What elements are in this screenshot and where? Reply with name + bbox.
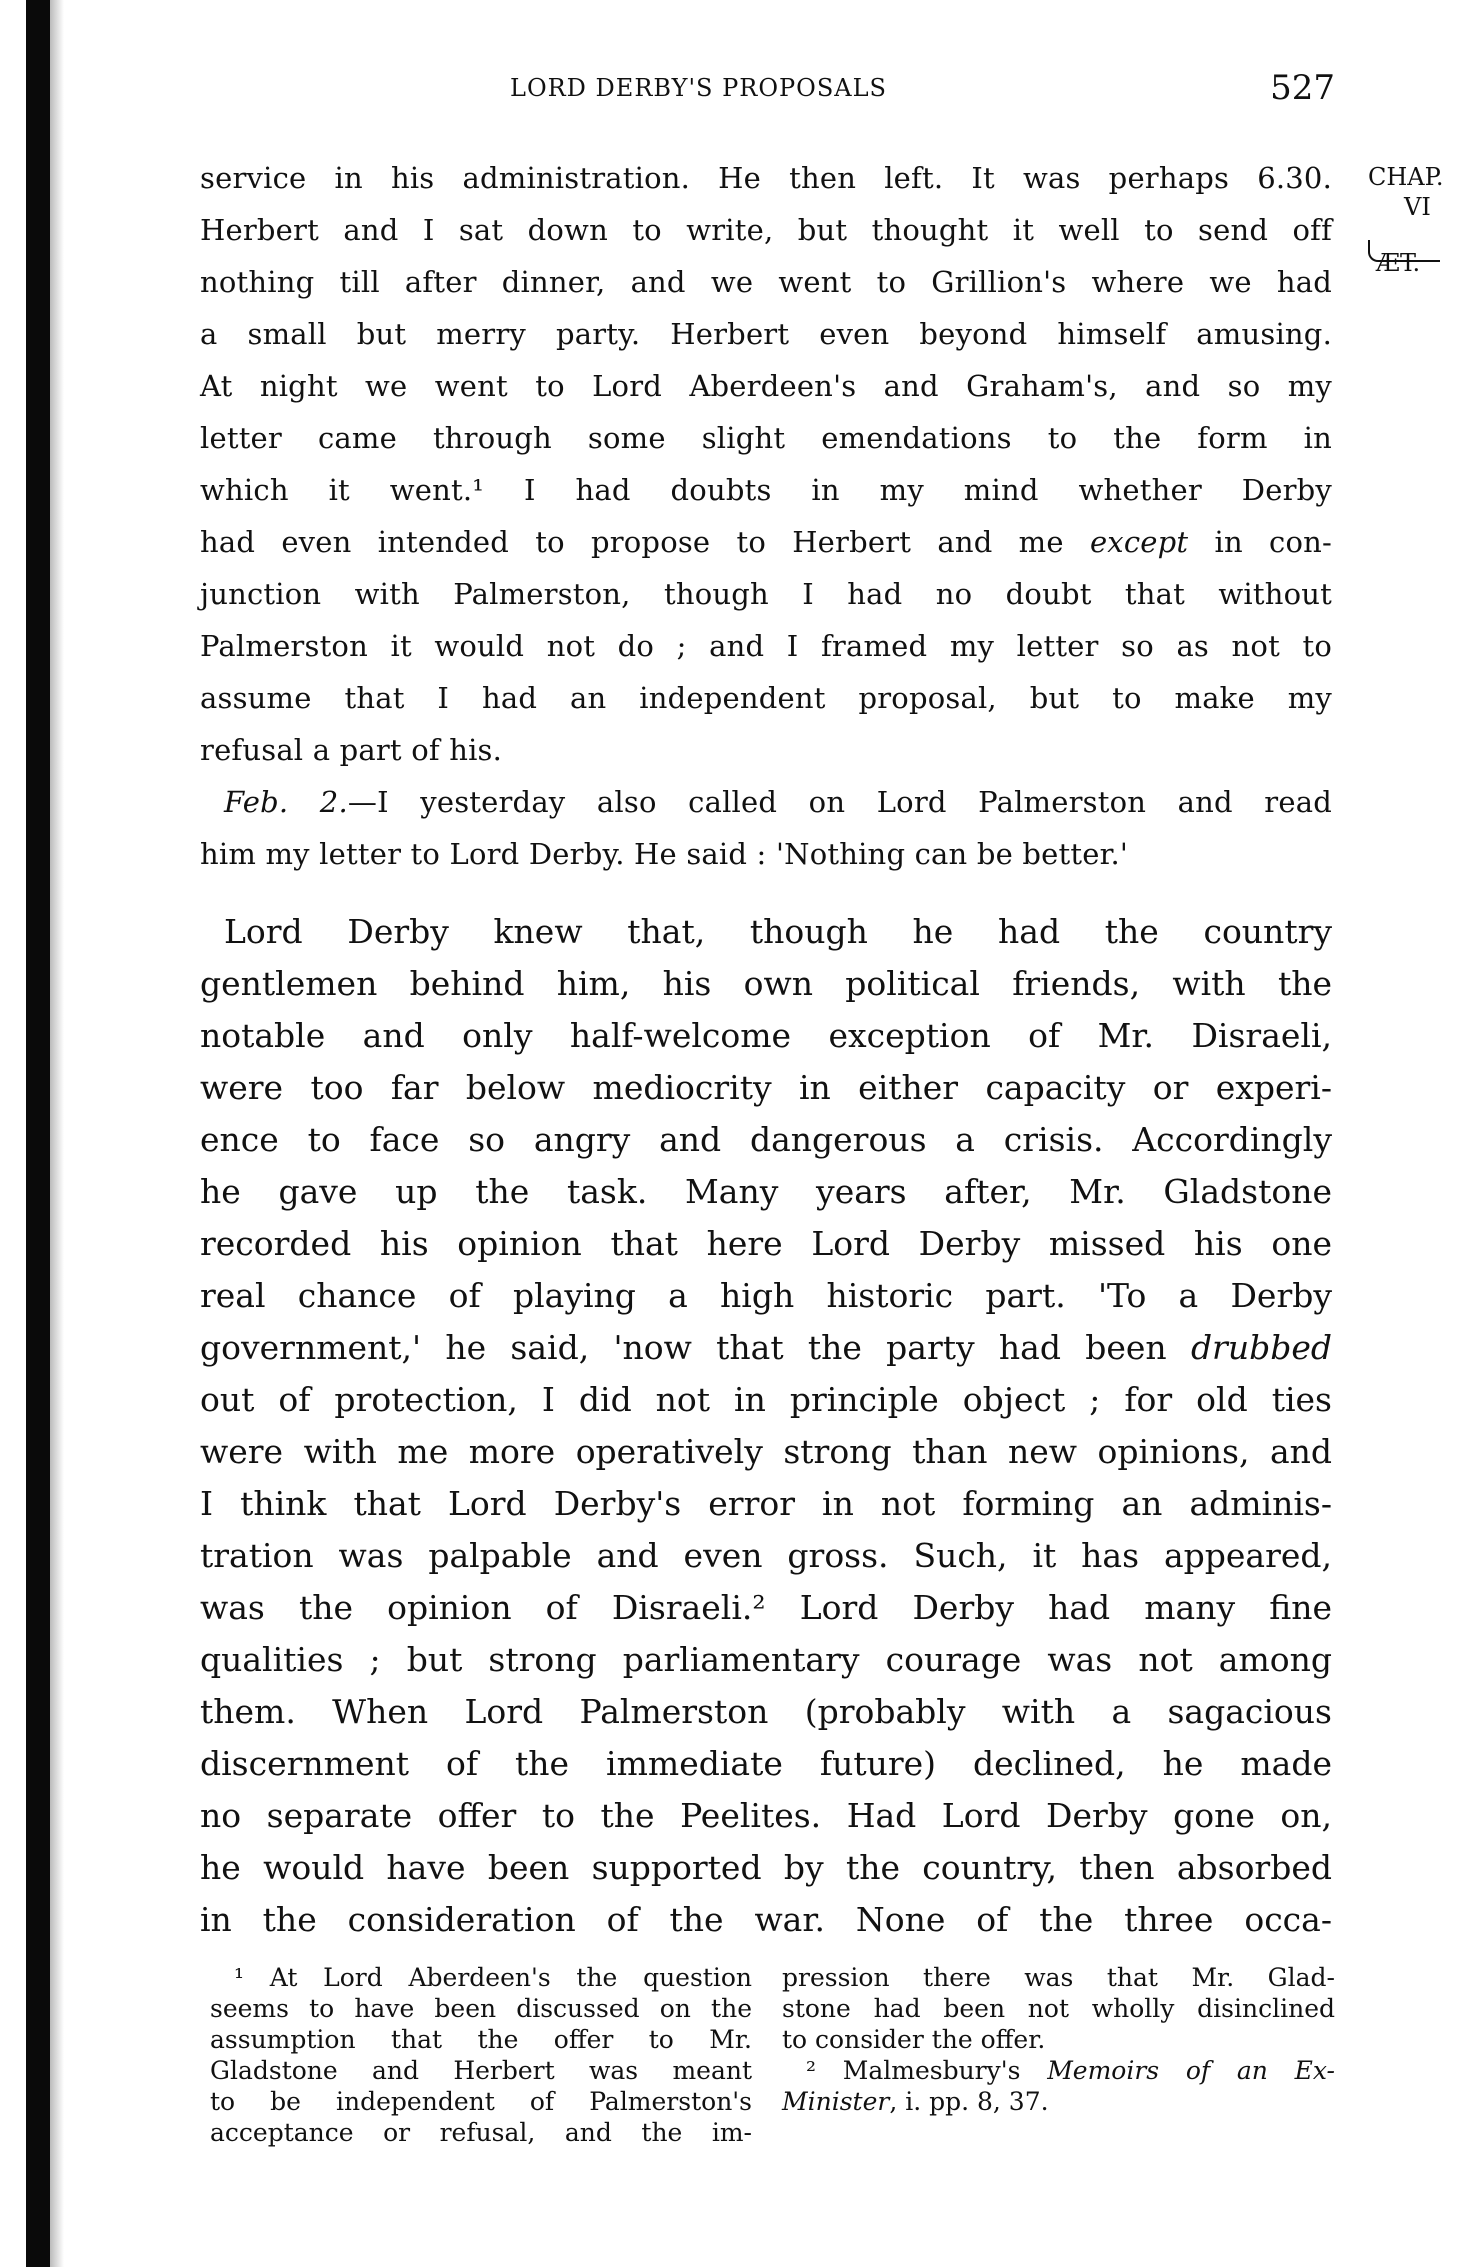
text-line: Gladstone and Herbert was meant <box>210 2056 752 2085</box>
text-line: refusal a part of his. <box>200 733 503 767</box>
text-line: to be independent of Palmerston's <box>210 2087 752 2116</box>
text-line: Palmerston it would not do ; and I framed my letter so as not to <box>200 629 1332 663</box>
text-line: qualities ; but strong parliamentary courage was not among <box>200 1640 1332 1679</box>
footnote-column-1 <box>210 1962 752 2148</box>
text-line: acceptance or refusal, and the im- <box>210 2118 752 2147</box>
text-line: assume that I had an independent proposal, but to make my <box>200 681 1332 715</box>
book-spine-shadow <box>26 0 50 2267</box>
body-text <box>200 906 1332 1946</box>
margin-brace <box>1368 240 1440 262</box>
page-header <box>200 68 1335 108</box>
running-title: LORD DERBY'S PROPOSALS <box>510 74 887 102</box>
page-gutter <box>50 0 64 2267</box>
text-line: nothing till after dinner, and we went to Grillion's where we had <box>200 265 1332 299</box>
text-line: Herbert and I sat down to write, but thought it well to send off <box>200 213 1332 247</box>
text-line: had even intended to propose to Herbert and me except in con- <box>200 525 1332 559</box>
text-line: ence to face so angry and dangerous a crisis. Accordingly <box>200 1120 1332 1159</box>
text-line: was the opinion of Disraeli.² Lord Derby had many fine <box>200 1588 1332 1627</box>
text-line: were with me more operatively strong than new opinions, and <box>200 1432 1332 1471</box>
text-line: him my letter to Lord Derby. He said : 'Nothing can be better.' <box>200 837 1129 871</box>
text-line: I think that Lord Derby's error in not forming an adminis- <box>200 1484 1332 1523</box>
text-line: out of protection, I did not in principle object ; for old ties <box>200 1380 1332 1419</box>
text-line: he gave up the task. Many years after, Mr. Gladstone <box>200 1172 1332 1211</box>
text-line: ¹ At Lord Aberdeen's the question <box>234 1963 752 1992</box>
text-line: Lord Derby knew that, though he had the country <box>224 912 1332 951</box>
text-line: seems to have been discussed on the <box>210 1994 752 2023</box>
chapter-number: VI <box>1404 193 1431 221</box>
text-line: junction with Palmerston, though I had no doubt that without <box>200 577 1332 611</box>
text-line: notable and only half-welcome exception of Mr. Disraeli, <box>200 1016 1332 1055</box>
text-line: Feb. 2.—I yesterday also called on Lord Palmerston and read <box>224 785 1332 819</box>
text-line: in the consideration of the war. None of the three occa- <box>200 1900 1332 1939</box>
footnote-column-2 <box>782 1962 1335 2117</box>
text-line: he would have been supported by the country, then absorbed <box>200 1848 1332 1887</box>
text-line: government,' he said, 'now that the party had been drubbed <box>200 1328 1332 1367</box>
text-line: At night we went to Lord Aberdeen's and Graham's, and so my <box>200 369 1332 403</box>
letter-excerpt <box>200 152 1332 880</box>
text-line: gentlemen behind him, his own political friends, with the <box>200 964 1332 1003</box>
text-line: no separate offer to the Peelites. Had Lord Derby gone on, <box>200 1796 1332 1835</box>
text-line: them. When Lord Palmerston (probably with a sagacious <box>200 1692 1332 1731</box>
text-line: letter came through some slight emendations to the form in <box>200 421 1332 455</box>
text-line: assumption that the offer to Mr. <box>210 2025 752 2054</box>
text-line: stone had been not wholly disinclined <box>782 1994 1335 2023</box>
age-label: ÆT. <box>1376 249 1421 277</box>
chapter-label: CHAP. <box>1368 163 1444 191</box>
text-line: Minister, i. pp. 8, 37. <box>782 2087 1049 2116</box>
text-line: tration was palpable and even gross. Such, it has appeared, <box>200 1536 1332 1575</box>
text-line: were too far below mediocrity in either capacity or experi- <box>200 1068 1332 1107</box>
text-line: which it went.¹ I had doubts in my mind whether Derby <box>200 473 1332 507</box>
text-line: real chance of playing a high historic part. 'To a Derby <box>200 1276 1332 1315</box>
page-number: 527 <box>1270 68 1335 108</box>
text-line: to consider the offer. <box>782 2025 1046 2054</box>
text-line: service in his administration. He then left. It was perhaps 6.30. <box>200 161 1332 195</box>
text-line: pression there was that Mr. Glad- <box>782 1963 1335 1992</box>
text-line: a small but merry party. Herbert even beyond himself amusing. <box>200 317 1332 351</box>
text-line: ² Malmesbury's Memoirs of an Ex- <box>806 2056 1335 2085</box>
text-line: discernment of the immediate future) declined, he made <box>200 1744 1332 1783</box>
text-line: recorded his opinion that here Lord Derby missed his one <box>200 1224 1332 1263</box>
